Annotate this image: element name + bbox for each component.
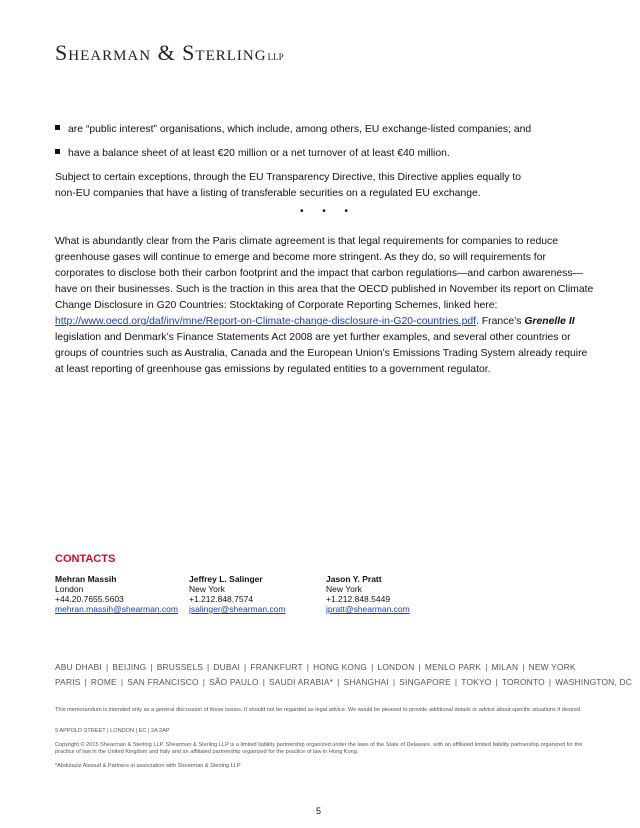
contact-card	[326, 574, 410, 614]
logo-suffix: LLP	[267, 52, 284, 62]
footer-disclaimer: This memorandum is intended only as a general discussion of these issues. It should not be regarded as legal advice. We would be pleased to provide additional details or advice about specific situations if desired.	[55, 707, 582, 713]
contact-name: Jeffrey L. Salinger	[189, 574, 263, 584]
firm-logo	[55, 40, 284, 66]
bullet-square-icon	[55, 149, 60, 154]
office-name: TOKYO	[461, 677, 492, 687]
bullet-text: have a balance sheet of at least €20 million or a net turnover of at least €40 million.	[68, 148, 450, 159]
contact-name: Mehran Massih	[55, 574, 117, 584]
office-list-row-1: ABU DHABI | BEIJING | BRUSSELS | DUBAI | FRANKFURT | HONG KONG | LONDON | MENLO PARK | MILAN | NEW YORK	[55, 662, 576, 672]
paragraph-text: legislation and Denmark’s Finance Statements Act 2008 are yet further examples, and several other countries or groups of countries such as Australia, Canada and the European Union’s Emissions Trading System already require at least reporting of greenhouse gas emissions by regulated entities to a government regulator.	[55, 332, 588, 375]
office-name: SAN FRANCISCO	[127, 677, 199, 687]
contact-email-link[interactable]: mehran.massih@shearman.com	[55, 604, 178, 614]
office-name: ROME	[90, 677, 117, 687]
bullet-item	[55, 146, 450, 162]
office-name: SINGAPORE	[399, 677, 451, 687]
office-name: ABU DHABI	[55, 662, 102, 672]
contact-name: Jason Y. Pratt	[326, 574, 382, 584]
office-name: MILAN	[491, 662, 519, 672]
office-name: WASHINGTON, DC	[555, 677, 632, 687]
contact-card	[55, 574, 178, 614]
grenelle-title: Grenelle II	[524, 316, 575, 327]
office-name: HONG KONG	[313, 662, 368, 672]
contact-city: New York	[189, 584, 225, 594]
contacts-heading: CONTACTS	[55, 553, 116, 565]
paragraph-line: Subject to certain exceptions, through the EU Transparency Directive, this Directive applies equally to	[55, 172, 522, 183]
contact-phone: +44.20.7655.5603	[55, 594, 124, 604]
paragraph-text: What is abundantly clear from the Paris climate agreement is that legal requirements for companies to reduce greenhouse gases will continue to emerge and become more stringent. As they do, so will requirements for corporates to disclose both their carbon footprint and the impact that carbon regulations—and carbon awareness—have on their businesses. Such is the traction in this area that the OECD published in November its report on Climate Change Disclosure in G20 Countries: Stocktaking of Corporate Reporting Schemes, linked here:	[55, 236, 594, 311]
office-name: TORONTO	[501, 677, 545, 687]
footer-copyright: Copyright © 2015 Shearman & Sterling LLP. Shearman & Sterling LLP is a limited liability partnership organized under the laws of the State of Delaware, with an affiliated limited liability partnership organized for the practice of law in the United Kingdom and Italy and an affiliated partnership organized for the practice of law in Hong Kong.	[55, 742, 583, 755]
office-name: BRUSSELS	[156, 662, 204, 672]
office-name: SÃO PAULO	[209, 677, 259, 687]
office-list-row-2: PARIS | ROME | SAN FRANCISCO | SÃO PAULO | SAUDI ARABIA* | SHANGHAI | SINGAPORE | TOKYO | TORONTO | WASHINGTON, DC	[55, 677, 632, 687]
contact-phone: +1.212.848.5449	[326, 594, 391, 604]
contact-email-link[interactable]: jsalinger@shearman.com	[189, 604, 286, 614]
office-name: FRANKFURT	[250, 662, 303, 672]
paragraph-text: . France’s	[476, 316, 525, 327]
footer-address: 9 APPOLD STREET | LONDON | EC | 2A 2AP	[55, 728, 170, 734]
office-name: LONDON	[377, 662, 415, 672]
paragraph-paris-agreement	[55, 234, 595, 378]
office-name: MENLO PARK	[424, 662, 482, 672]
contact-card	[189, 574, 286, 614]
paragraph-line: non-EU companies that have a listing of transferable securities on a regulated EU exchange.	[55, 188, 481, 199]
office-name: SHANGHAI	[343, 677, 389, 687]
contact-city: London	[55, 584, 84, 594]
office-name: NEW YORK	[528, 662, 576, 672]
logo-text: Shearman & Sterling	[55, 40, 267, 65]
page-number: 5	[316, 806, 322, 816]
bullet-text: are “public interest” organisations, which include, among others, EU exchange-listed companies; and	[68, 124, 532, 135]
bullet-item	[55, 122, 531, 138]
contact-email-link[interactable]: jpratt@shearman.com	[326, 604, 410, 614]
office-name: SAUDI ARABIA*	[269, 677, 334, 687]
footer-note: *Abdulaziz Alassaf & Partners in association with Shearman & Sterling LLP	[55, 763, 241, 769]
bullet-square-icon	[55, 125, 60, 130]
office-name: DUBAI	[213, 662, 241, 672]
contact-phone: +1.212.848.7574	[189, 594, 254, 604]
section-separator: • • •	[300, 206, 357, 217]
paragraph-transparency	[55, 170, 595, 202]
office-name: BEIJING	[112, 662, 147, 672]
office-name: PARIS	[55, 677, 81, 687]
oecd-report-link[interactable]: http://www.oecd.org/daf/inv/mne/Report-on-Climate-change-disclosure-in-G20-countries.pdf	[55, 316, 477, 327]
contact-city: New York	[326, 584, 362, 594]
